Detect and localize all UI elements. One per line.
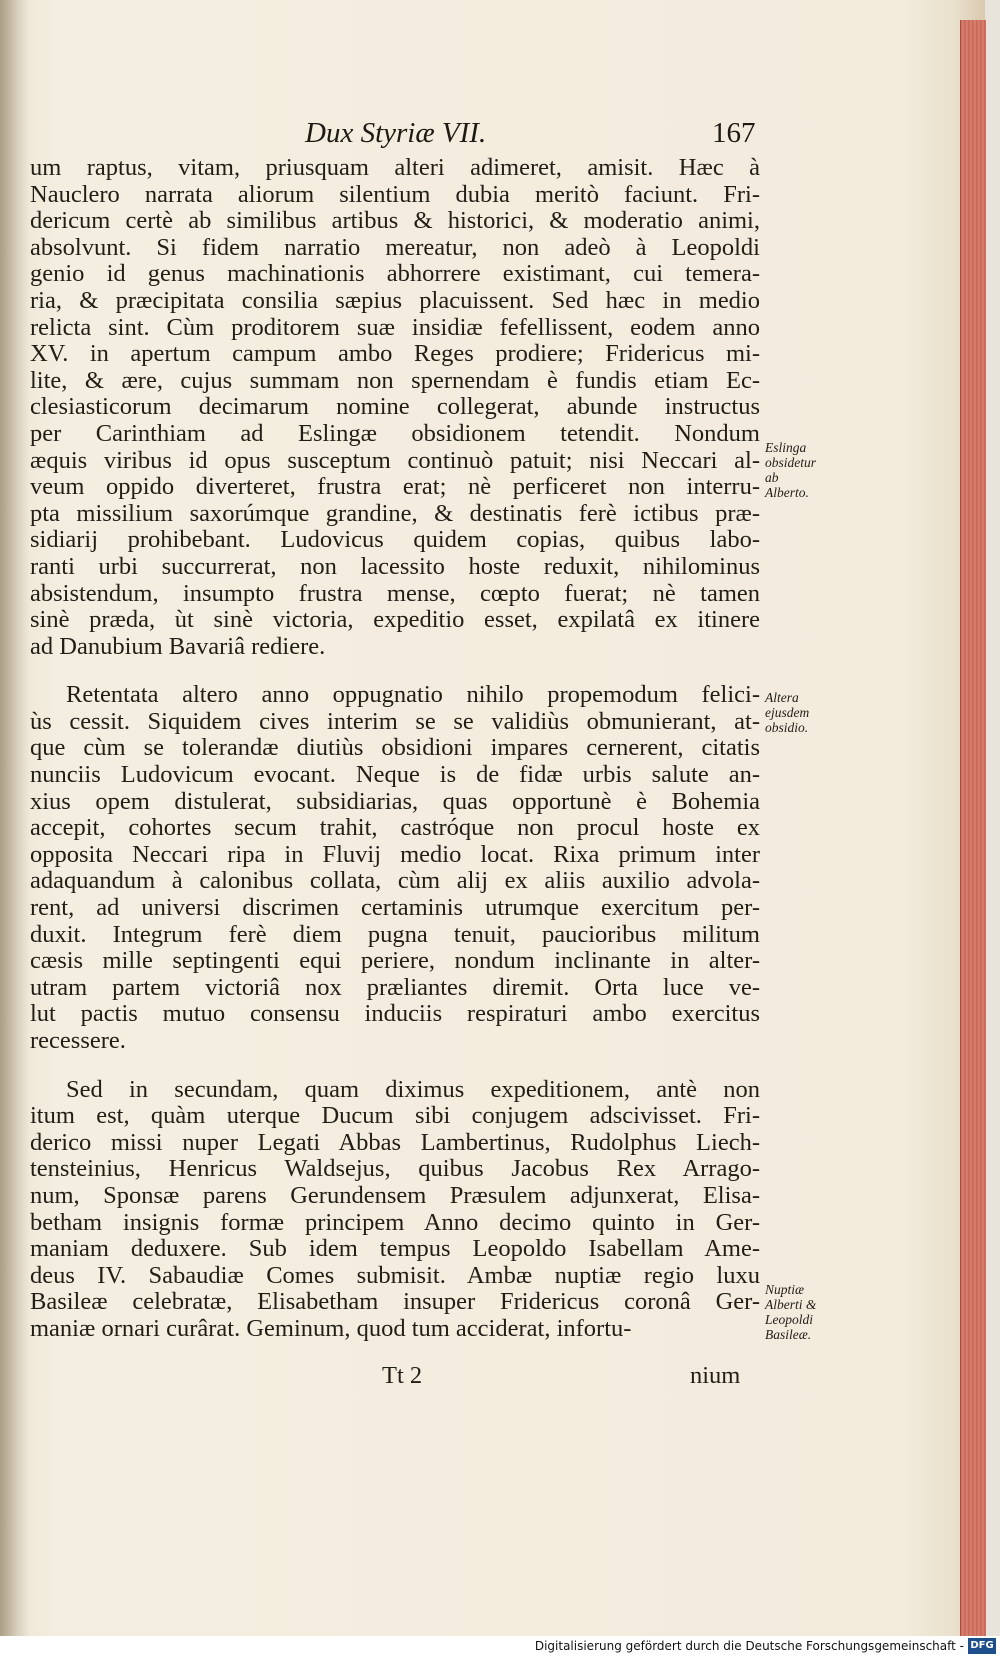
text-line: genio id genus machinationis abhorrere existimant, cui temera-: [30, 260, 760, 288]
text-line: ria, & præcipitata consilia sæpius placuissent. Sed hæc in medio: [30, 286, 760, 314]
running-head: Dux Styriæ VII.: [305, 117, 487, 149]
dfg-logo: DFG: [968, 1638, 996, 1654]
text-line: recessere.: [30, 1027, 126, 1054]
text-line: cæsis mille septingenti equi periere, nondum inclinante in alter-: [30, 947, 760, 975]
text-line: pta missilium saxorúmque grandine, & destinatis ferè ictibus præ-: [30, 499, 760, 527]
digitization-credit-bar: [0, 1636, 1000, 1658]
signature-mark: Tt 2: [382, 1362, 423, 1389]
text-line: clesiasticorum decimarum nomine collegerat, abunde instructus: [30, 393, 760, 421]
text-line: relicta sint. Cùm proditorem suæ insidiæ fefellissent, eodem anno: [30, 313, 760, 341]
page-footer: [0, 1362, 960, 1392]
text-line: adaquandum à calonibus collata, cùm alij ex aliis auxilio advola-: [30, 867, 760, 895]
text-line: æquis viribus id opus susceptum continuò patuit; nisi Neccari al-: [30, 446, 760, 474]
text-line: maniam deduxere. Sub idem tempus Leopoldo Isabellam Ame-: [30, 1235, 760, 1263]
paragraph-1: [30, 155, 760, 660]
text-line: Sed in secundam, quam diximus expeditionem, antè non: [66, 1075, 760, 1103]
text-line: veum oppido diverteret, frustra erat; nè perficeret non interru-: [30, 473, 760, 501]
gutter-shadow: [0, 0, 30, 1658]
text-line: ùs cessit. Siquidem cives interim se se validiùs obmunierant, at-: [30, 707, 760, 735]
text-line: que cùm se tolerandæ diutiùs obsidioni impares cernerent, citatis: [30, 734, 760, 762]
text-line: accepit, cohortes secum trahit, castróque non procul hoste ex: [30, 814, 760, 842]
text-line: num, Sponsæ parens Gerundensem Præsulem adjunxerat, Elisa-: [30, 1181, 760, 1209]
catchword: nium: [690, 1362, 741, 1389]
paragraph-2: [30, 682, 760, 1054]
text-line: utram partem victoriâ nox præliantes diremit. Orta luce ve-: [30, 973, 760, 1001]
text-line: Retentata altero anno oppugnatio nihilo propemodum felici-: [66, 681, 760, 709]
text-line: lite, & ære, cujus summam non spernendam è fundis etiam Ec-: [30, 366, 760, 394]
text-line: dericum certè ab similibus artibus & historici, & moderatio animi,: [30, 207, 760, 235]
text-line: sinè præda, ùt sinè victoria, expeditio esset, expilatâ ex itinere: [30, 606, 760, 634]
text-line: betham insignis formæ principem Anno decimo quinto in Ger-: [30, 1208, 760, 1236]
text-line: lut pactis mutuo consensu induciis respiraturi ambo exercitus: [30, 1000, 760, 1028]
text-line: rent, ad universi discrimen certaminis utrumque exercitum per-: [30, 894, 760, 922]
text-line: maniæ ornari curârat. Geminum, quod tum acciderat, infortu-: [30, 1314, 632, 1342]
text-line: ad Danubium Bavariâ rediere.: [30, 632, 326, 660]
text-line: um raptus, vitam, priusquam alteri adimeret, amisit. Hæc à: [30, 154, 760, 181]
text-line: per Carinthiam ad Eslingæ obsidionem tetendit. Nondum: [30, 419, 760, 447]
credit-text: Digitalisierung gefördert durch die Deutsche Forschungsgemeinschaft -: [534, 1639, 964, 1653]
text-line: xius opem distulerat, subsidiarias, quas opportunè è Bohemia: [30, 787, 760, 815]
marginal-note-eslinga: Eslinga obsidetur ab Alberto.: [765, 440, 817, 500]
marginal-note-altera: Altera ejusdem obsidio.: [765, 690, 810, 735]
paragraph-3: [30, 1077, 760, 1343]
text-line: itum est, quàm uterque Ducum sibi conjugem adscivisset. Fri-: [30, 1102, 760, 1130]
text-line: tensteinius, Henricus Waldsejus, quibus Jacobus Rex Arrago-: [30, 1155, 760, 1183]
text-line: absistendum, insumpto frustra mense, cœpto fuerat; nè tamen: [30, 579, 760, 607]
text-line: sidiarij prohibebant. Ludovicus quidem copias, quibus labo-: [30, 526, 760, 554]
text-line: opposita Neccari ripa in Fluvij medio locat. Rixa primum inter: [30, 840, 760, 868]
body-text: [30, 155, 760, 1343]
text-line: nunciis Ludovicum evocant. Neque is de fidæ urbis salute an-: [30, 761, 760, 789]
page-edge: [960, 20, 986, 1640]
page-number: 167: [712, 117, 756, 149]
text-line: deus IV. Sabaudiæ Comes submisit. Ambæ nuptiæ regio luxu: [30, 1261, 760, 1289]
text-line: ranti urbi succurrerat, non lacessito hoste reduxit, nihilominus: [30, 552, 760, 580]
marginal-note-nuptiae: Nuptiæ Alberti & Leopoldi Basileæ.: [765, 1282, 817, 1342]
text-line: Nauclero narrata aliorum silentium dubia meritò faciunt. Fri-: [30, 180, 760, 208]
text-line: derico missi nuper Legati Abbas Lambertinus, Rudolphus Liech-: [30, 1128, 760, 1156]
text-line: duxit. Integrum ferè diem pugna tenuit, paucioribus militum: [30, 920, 760, 948]
page-header: [0, 117, 960, 157]
text-line: absolvunt. Si fidem narratio mereatur, non adeò à Leopoldi: [30, 233, 760, 261]
text-line: XV. in apertum campum ambo Reges prodiere; Fridericus mi-: [30, 340, 760, 368]
text-line: Basileæ celebratæ, Elisabetham insuper Fridericus coronâ Ger-: [30, 1288, 760, 1316]
